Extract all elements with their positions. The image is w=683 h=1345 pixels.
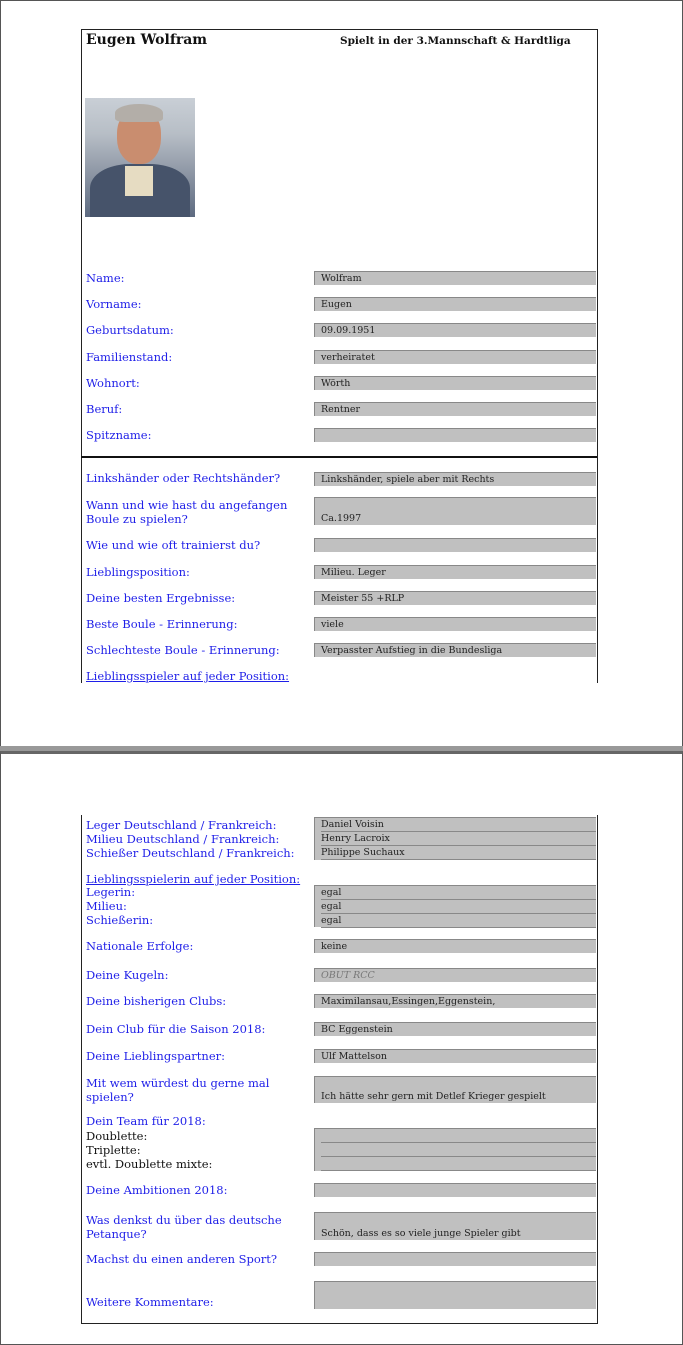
label-petanque: Was denkst du über das deutsche Petanque? (86, 1213, 282, 1241)
player-name: Eugen Wolfram (86, 32, 208, 48)
value-milieu-w: egal (321, 900, 596, 914)
field-wohnort[interactable]: Wörth (314, 376, 596, 390)
field-nationale-erfolge[interactable]: keine (314, 939, 596, 953)
field-name[interactable]: Wolfram (314, 271, 596, 285)
field-lieblingsspielerin[interactable] (314, 885, 596, 927)
label-name: Name: (86, 271, 125, 285)
field-anderer-sport[interactable] (314, 1252, 596, 1266)
field-mit-wem[interactable]: Ich hätte sehr gern mit Detlef Krieger gespielt (314, 1076, 596, 1103)
label-angefangen: Wann und wie hast du angefangen Boule zu spielen? (86, 498, 288, 526)
label-schiesserin: Schießerin: (86, 913, 154, 927)
label-beste-erinnerung: Beste Boule - Erinnerung: (86, 617, 238, 631)
label-milieu-w: Milieu: (86, 899, 127, 913)
field-schlechteste-erinnerung[interactable]: Verpasster Aufstieg in die Bundesliga (314, 643, 596, 657)
value-schiesserin: egal (321, 914, 596, 928)
label-lieblingspartner: Deine Lieblingspartner: (86, 1049, 225, 1063)
label-legerin: Legerin: (86, 885, 136, 899)
field-familienstand[interactable]: verheiratet (314, 350, 596, 364)
field-petanque[interactable]: Schön, dass es so viele junge Spieler gibt (314, 1212, 596, 1240)
field-lieblingsspieler[interactable] (314, 817, 596, 860)
heading-lieblingsspieler: Lieblingsspieler auf jeder Position: (86, 669, 290, 683)
label-ambitionen: Deine Ambitionen 2018: (86, 1183, 228, 1197)
label-doublette-mixte: evtl. Doublette mixte: (86, 1157, 213, 1171)
label-nationale-erfolge: Nationale Erfolge: (86, 939, 194, 953)
field-ergebnisse[interactable]: Meister 55 +RLP (314, 591, 596, 605)
field-geburtsdatum[interactable]: 09.09.1951 (314, 323, 596, 337)
label-kommentare: Weitere Kommentare: (86, 1295, 214, 1309)
label-ergebnisse: Deine besten Ergebnisse: (86, 591, 236, 605)
label-triplette: Triplette: (86, 1143, 141, 1157)
label-anderer-sport: Machst du einen anderen Sport? (86, 1252, 278, 1266)
label-beruf: Beruf: (86, 402, 123, 416)
label-lieblingsposition: Lieblingsposition: (86, 565, 190, 579)
label-milieu: Milieu Deutschland / Frankreich: (86, 832, 280, 846)
field-spitzname[interactable] (314, 428, 596, 442)
label-vorname: Vorname: (86, 297, 142, 311)
label-spitzname: Spitzname: (86, 428, 152, 442)
field-kommentare[interactable] (314, 1281, 596, 1309)
field-team[interactable] (314, 1128, 596, 1171)
field-angefangen[interactable]: Ca.1997 (314, 497, 596, 525)
field-clubs[interactable]: Maximilansau,Essingen,Eggenstein, (314, 994, 596, 1008)
label-schlechteste-erinnerung: Schlechteste Boule - Erinnerung: (86, 643, 280, 657)
label-mit-wem: Mit wem würdest du gerne mal spielen? (86, 1076, 270, 1104)
heading-lieblingsspielerin: Lieblingsspielerin auf jeder Position: (86, 872, 301, 886)
field-training[interactable] (314, 538, 596, 552)
value-schiesser: Philippe Suchaux (321, 846, 596, 860)
label-wohnort: Wohnort: (86, 376, 140, 390)
field-haendigkeit[interactable]: Linkshänder, spiele aber mit Rechts (314, 472, 596, 486)
label-familienstand: Familienstand: (86, 350, 173, 364)
team-info: Spielt in der 3.Mannschaft & Hardtliga (340, 35, 571, 47)
value-doublette-mixte (321, 1157, 596, 1171)
field-beste-erinnerung[interactable]: viele (314, 617, 596, 631)
label-training: Wie und wie oft trainierst du? (86, 538, 261, 552)
field-vorname[interactable]: Eugen (314, 297, 596, 311)
field-beruf[interactable]: Rentner (314, 402, 596, 416)
label-kugeln: Deine Kugeln: (86, 968, 169, 982)
field-lieblingsposition[interactable]: Milieu. Leger (314, 565, 596, 579)
value-legerin: egal (321, 886, 596, 900)
label-club-saison: Dein Club für die Saison 2018: (86, 1022, 266, 1036)
label-geburtsdatum: Geburtsdatum: (86, 323, 174, 337)
heading-team: Dein Team für 2018: (86, 1114, 206, 1128)
label-schiesser: Schießer Deutschland / Frankreich: (86, 846, 295, 860)
player-photo (85, 98, 195, 217)
label-clubs: Deine bisherigen Clubs: (86, 994, 227, 1008)
field-lieblingspartner[interactable]: Ulf Mattelson (314, 1049, 596, 1063)
section-divider (81, 456, 597, 458)
value-doublette (321, 1129, 596, 1143)
field-ambitionen[interactable] (314, 1183, 596, 1197)
field-kugeln[interactable]: OBUT RCC (314, 968, 596, 982)
value-milieu: Henry Lacroix (321, 832, 596, 846)
label-leger: Leger Deutschland / Frankreich: (86, 818, 277, 832)
field-club-saison[interactable]: BC Eggenstein (314, 1022, 596, 1036)
value-triplette (321, 1143, 596, 1157)
value-leger: Daniel Voisin (321, 818, 596, 832)
label-haendigkeit: Linkshänder oder Rechtshänder? (86, 471, 281, 485)
label-doublette: Doublette: (86, 1129, 148, 1143)
